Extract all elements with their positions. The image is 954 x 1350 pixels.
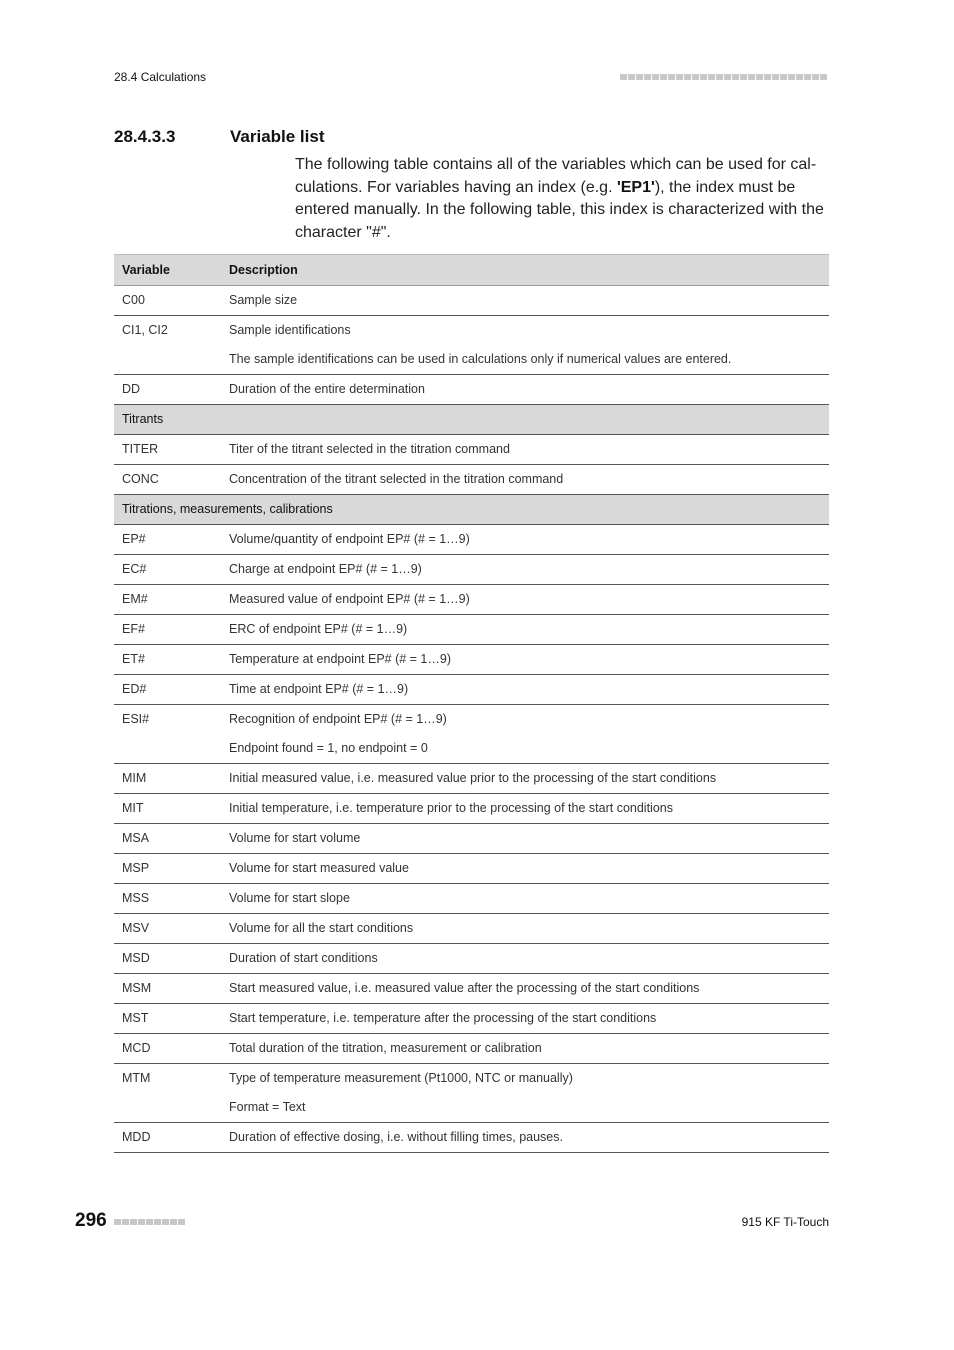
description-line: Start measured value, i.e. measured value after the processing of the start conditions bbox=[229, 981, 700, 995]
description-cell bbox=[221, 375, 829, 405]
table-row bbox=[114, 1064, 829, 1123]
intro-text-2: ), the index must be entered manually. In the following table, this index is characterized with the character "#". bbox=[295, 178, 824, 241]
table-row bbox=[114, 465, 829, 495]
description-line: Volume/quantity of endpoint EP# (# = 1…9) bbox=[229, 532, 470, 546]
table-section-row bbox=[114, 405, 829, 435]
table-row bbox=[114, 1123, 829, 1153]
description-cell bbox=[221, 555, 829, 585]
description-line: Total duration of the titration, measurement or calibration bbox=[229, 1041, 542, 1055]
table-row bbox=[114, 375, 829, 405]
variable-name: EP# bbox=[122, 532, 146, 546]
column-header-variable: Variable bbox=[114, 255, 221, 286]
table-row bbox=[114, 884, 829, 914]
variable-name: DD bbox=[122, 382, 141, 396]
variable-name: MIM bbox=[122, 771, 147, 785]
page-number: 296 bbox=[75, 1210, 107, 1231]
variable-name: ESI# bbox=[122, 712, 150, 726]
description-line: Duration of start conditions bbox=[229, 951, 378, 965]
variable-cell bbox=[114, 764, 221, 794]
section-label: Titrations, measurements, calibrations bbox=[114, 495, 829, 525]
description-cell bbox=[221, 525, 829, 555]
table-header-row bbox=[114, 255, 829, 286]
section-heading bbox=[114, 127, 325, 147]
description-line: Duration of effective dosing, i.e. without filling times, pauses. bbox=[229, 1130, 563, 1144]
description-cell bbox=[221, 944, 829, 974]
description-cell bbox=[221, 645, 829, 675]
variable-name: EF# bbox=[122, 622, 145, 636]
description-line: Charge at endpoint EP# (# = 1…9) bbox=[229, 562, 422, 576]
variable-name: CI1, CI2 bbox=[122, 323, 168, 337]
description-line: Sample identifications bbox=[229, 323, 351, 337]
variable-name: TITER bbox=[122, 442, 159, 456]
description-cell bbox=[221, 794, 829, 824]
table-row bbox=[114, 1004, 829, 1034]
variable-name: MSA bbox=[122, 831, 150, 845]
column-header-description: Description bbox=[221, 255, 829, 286]
variable-cell bbox=[114, 794, 221, 824]
table-row bbox=[114, 854, 829, 884]
description-cell bbox=[221, 316, 829, 375]
variable-name: EM# bbox=[122, 592, 148, 606]
description-line: Sample size bbox=[229, 293, 298, 307]
description-line: ERC of endpoint EP# (# = 1…9) bbox=[229, 622, 408, 636]
variable-name: MIT bbox=[122, 801, 144, 815]
variable-name: MSS bbox=[122, 891, 150, 905]
description-cell bbox=[221, 854, 829, 884]
variable-name: EC# bbox=[122, 562, 147, 576]
description-line: Duration of the entire determination bbox=[229, 382, 425, 396]
table-row bbox=[114, 824, 829, 854]
table-row bbox=[114, 1034, 829, 1064]
description-cell bbox=[221, 974, 829, 1004]
table-row bbox=[114, 705, 829, 764]
description-line: Volume for all the start conditions bbox=[229, 921, 414, 935]
description-cell bbox=[221, 1004, 829, 1034]
description-cell bbox=[221, 1123, 829, 1153]
variable-cell bbox=[114, 465, 221, 495]
table-body bbox=[114, 286, 829, 1153]
table-row bbox=[114, 615, 829, 645]
variable-name: C00 bbox=[122, 293, 145, 307]
description-cell bbox=[221, 435, 829, 465]
table-row bbox=[114, 525, 829, 555]
description-cell bbox=[221, 1034, 829, 1064]
description-line: Temperature at endpoint EP# (# = 1…9) bbox=[229, 652, 452, 666]
table-section-row bbox=[114, 495, 829, 525]
table-row bbox=[114, 286, 829, 316]
variable-name: MSM bbox=[122, 981, 152, 995]
variable-cell bbox=[114, 316, 221, 375]
table-row bbox=[114, 675, 829, 705]
variable-cell bbox=[114, 675, 221, 705]
description-line: Titer of the titrant selected in the titration command bbox=[229, 442, 510, 456]
description-line: Type of temperature measurement (Pt1000, NTC or manually) bbox=[229, 1071, 573, 1085]
variable-name: MST bbox=[122, 1011, 149, 1025]
variable-name: MSP bbox=[122, 861, 150, 875]
variable-name: MSV bbox=[122, 921, 150, 935]
description-cell bbox=[221, 914, 829, 944]
variable-cell bbox=[114, 615, 221, 645]
table-row bbox=[114, 794, 829, 824]
running-header-section: 28.4 Calculations bbox=[114, 70, 207, 84]
description-cell bbox=[221, 286, 829, 316]
description-line: Volume for start measured value bbox=[229, 861, 409, 875]
variable-cell bbox=[114, 585, 221, 615]
description-line: Volume for start volume bbox=[229, 831, 361, 845]
table-row bbox=[114, 914, 829, 944]
variable-cell bbox=[114, 555, 221, 585]
variable-cell bbox=[114, 645, 221, 675]
section-label: Titrants bbox=[114, 405, 829, 435]
intro-text-1: The following table contains all of the variables which can be used for calculations. For variables having an index (e.g. bbox=[295, 156, 817, 196]
table-row bbox=[114, 645, 829, 675]
variable-name: MDD bbox=[122, 1130, 151, 1144]
description-cell bbox=[221, 615, 829, 645]
variable-table bbox=[114, 254, 829, 1153]
description-line: Concentration of the titrant selected in the titration command bbox=[229, 472, 564, 486]
variable-cell bbox=[114, 854, 221, 884]
description-line: Start temperature, i.e. temperature after the processing of the start conditions bbox=[229, 1011, 657, 1025]
description-cell bbox=[221, 705, 829, 764]
variable-cell bbox=[114, 974, 221, 1004]
description-line: Volume for start slope bbox=[229, 891, 350, 905]
variable-name: CONC bbox=[122, 472, 159, 486]
description-line: Initial measured value, i.e. measured value prior to the processing of the start conditions bbox=[229, 771, 717, 785]
variable-cell bbox=[114, 1034, 221, 1064]
description-line: Endpoint found = 1, no endpoint = 0 bbox=[229, 741, 428, 755]
variable-cell bbox=[114, 286, 221, 316]
description-cell bbox=[221, 1064, 829, 1123]
variable-cell bbox=[114, 525, 221, 555]
section-number: 28.4.3.3 bbox=[114, 127, 176, 146]
description-cell bbox=[221, 824, 829, 854]
intro-example-variable: 'EP1' bbox=[616, 178, 655, 196]
variable-cell bbox=[114, 1004, 221, 1034]
description-cell bbox=[221, 764, 829, 794]
variable-name: ED# bbox=[122, 682, 147, 696]
variable-name: MSD bbox=[122, 951, 150, 965]
description-line: Time at endpoint EP# (# = 1…9) bbox=[229, 682, 409, 696]
variable-cell bbox=[114, 435, 221, 465]
table-row bbox=[114, 764, 829, 794]
variable-cell bbox=[114, 705, 221, 764]
variable-cell bbox=[114, 375, 221, 405]
description-cell bbox=[221, 675, 829, 705]
table-row bbox=[114, 974, 829, 1004]
variable-cell bbox=[114, 824, 221, 854]
variable-name: MTM bbox=[122, 1071, 151, 1085]
footer-decoration-dots bbox=[114, 1219, 185, 1225]
description-cell bbox=[221, 884, 829, 914]
description-line: The sample identifications can be used in calculations only if numerical values are entered. bbox=[229, 352, 732, 366]
variable-name: ET# bbox=[122, 652, 145, 666]
description-line: Initial temperature, i.e. temperature prior to the processing of the start conditions bbox=[229, 801, 673, 815]
intro-paragraph bbox=[295, 154, 830, 244]
variable-cell bbox=[114, 1123, 221, 1153]
description-line: Recognition of endpoint EP# (# = 1…9) bbox=[229, 712, 447, 726]
product-name: 915 KF Ti-Touch bbox=[741, 1215, 829, 1229]
variable-cell bbox=[114, 884, 221, 914]
description-cell bbox=[221, 465, 829, 495]
variable-cell bbox=[114, 1064, 221, 1123]
header-decoration-dots bbox=[620, 74, 827, 80]
description-cell bbox=[221, 585, 829, 615]
variable-name: MCD bbox=[122, 1041, 151, 1055]
description-line: Measured value of endpoint EP# (# = 1…9) bbox=[229, 592, 470, 606]
table-row bbox=[114, 585, 829, 615]
table-row bbox=[114, 435, 829, 465]
table-row bbox=[114, 555, 829, 585]
table-row bbox=[114, 316, 829, 375]
section-title: Variable list bbox=[230, 127, 325, 146]
variable-cell bbox=[114, 914, 221, 944]
description-line: Format = Text bbox=[229, 1100, 306, 1114]
table-row bbox=[114, 944, 829, 974]
variable-cell bbox=[114, 944, 221, 974]
